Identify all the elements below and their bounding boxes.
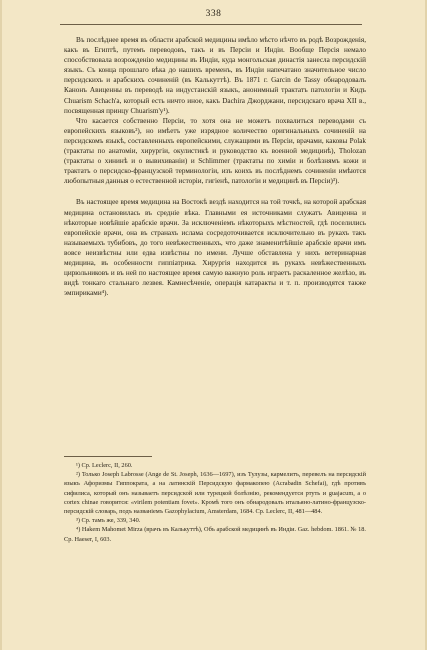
page-number: 338 [205,9,222,19]
footnote-1: ¹) Cp. Leclerc, II, 260. [76,462,133,469]
footnotes [64,461,366,544]
footnote-rule [64,456,152,457]
footnote-3: ³) Cp. тамъ же, 339, 340. [76,517,141,525]
footnote-4: ⁴) Hakem Mahomet Mirza (врачъ въ Калькуттѣ), Объ арабской медицинѣ въ Индіи. Gaz. hebdom. 1861. № 18. Cp. Haeser, I, 603. [64,526,366,543]
paragraph-2: Что касается собственно Персіи, то хотя она не можетъ похвалиться переводами съ европейскихъ языковъ²), но имѣетъ уже изрядное количество оригинальныхъ сочиненій на персидскомъ языкѣ, составленныхъ европейскими, служащими въ Персіи, врачами, каковы Polak (трактаты по анатоміи, хирургіи, окулистикѣ и руководство къ военной медицинѣ), Tholozan (трактаты о хининѣ и о вывихиваніи) и Schlimmer (трактаты по химіи и болѣзнямъ кожи и трактатъ о персидско-французской терминологіи, изъ коихъ въ послѣднемъ сочиненіи имѣются любопытныя данныя о естественной исторіи, гигіенѣ, патологіи и медицинѣ въ Персіи)³). [64,116,366,186]
section-gap [64,186,366,197]
main-text [64,35,366,298]
paragraph-1: Въ послѣднее время въ области арабской медицины имѣло мѣсто нѣчто въ родѣ Возрожденія, какъ въ Египтѣ, путемъ переводовъ, такъ и въ Персіи и Индіи. Вообще Персія немало способствовала возрожденію медицины въ Индіи, куда монгольская династія занесла персидскій языкъ. Съ конца прошлаго вѣка до нашихъ временъ, въ Индіи напечатано значительное число персидскихъ и арабскихъ сочиненій (въ Калькуттѣ). Въ 1871 г. Garcin de Tassy обнародовалъ Канонъ Авиценны въ переводѣ на индустанскій языкъ, анонимный трактатъ патологіи и Кидъ Chuarism Schach'а, который есть ничто иное, какъ Dachira Джорджани, персидскаго врача XII в., посвященная принцу Chuarism'у¹). [64,36,366,115]
header-rule [60,24,362,25]
footnote-2: ²) Только Joseph Labrosse (Ange de St. Joseph, 1636—1697), изъ Тулузы, кармелитъ, перевелъ на персидскій языкъ Афоризмы Гиппократа, а на латинскій Персидскую фармакопею (Acrabadin Schefai), гдѣ противъ сифилиса, который онъ называетъ персидской или турецкой болѣзнію, рекомендуется ртуть и guajacum, a о cortex chinae говорится: «virilem potentiam fovet». Кромѣ того онъ обнародовалъ итальяно-латино-французско-персидскій словарь, подъ названіемъ Gazophylacium, Amsterdam, 1684. Cp. Leclerc, II, 481—484. [64,471,366,516]
paragraph-3: Въ настоящее время медицина на Востокѣ вездѣ находится на той точкѣ, на которой арабская медицина остановилась въ средніе вѣка. Главными ея источниками служатъ Авиценна и нѣкоторые новѣйшіе арабскіе врачи. За исключеніемъ нѣкоторыхъ мѣстностей, гдѣ поселились европейскіе врачи, она въ странахъ ислама сосредоточивается исключительно въ рукахъ такъ называемыхъ тубибовъ, до того невѣжественныхъ, что даже знаменитѣйшіе арабскіе врачи имъ вовсе неизвѣстны или едва извѣстны по имени. Лучше обставлена у нихъ ветеринарная медицина, въ особенности гиппіатрика. Хирургія находится въ рукахъ невѣжественныхъ цирюльниковъ и въ ней по настоящее время самую важную роль играетъ раскаленное желѣзо, въ видѣ тонкаго стальнаго лезвея. Камнесѣченіе, операція катаракты и т. п. производятся также эмпириками⁴). [64,198,366,298]
